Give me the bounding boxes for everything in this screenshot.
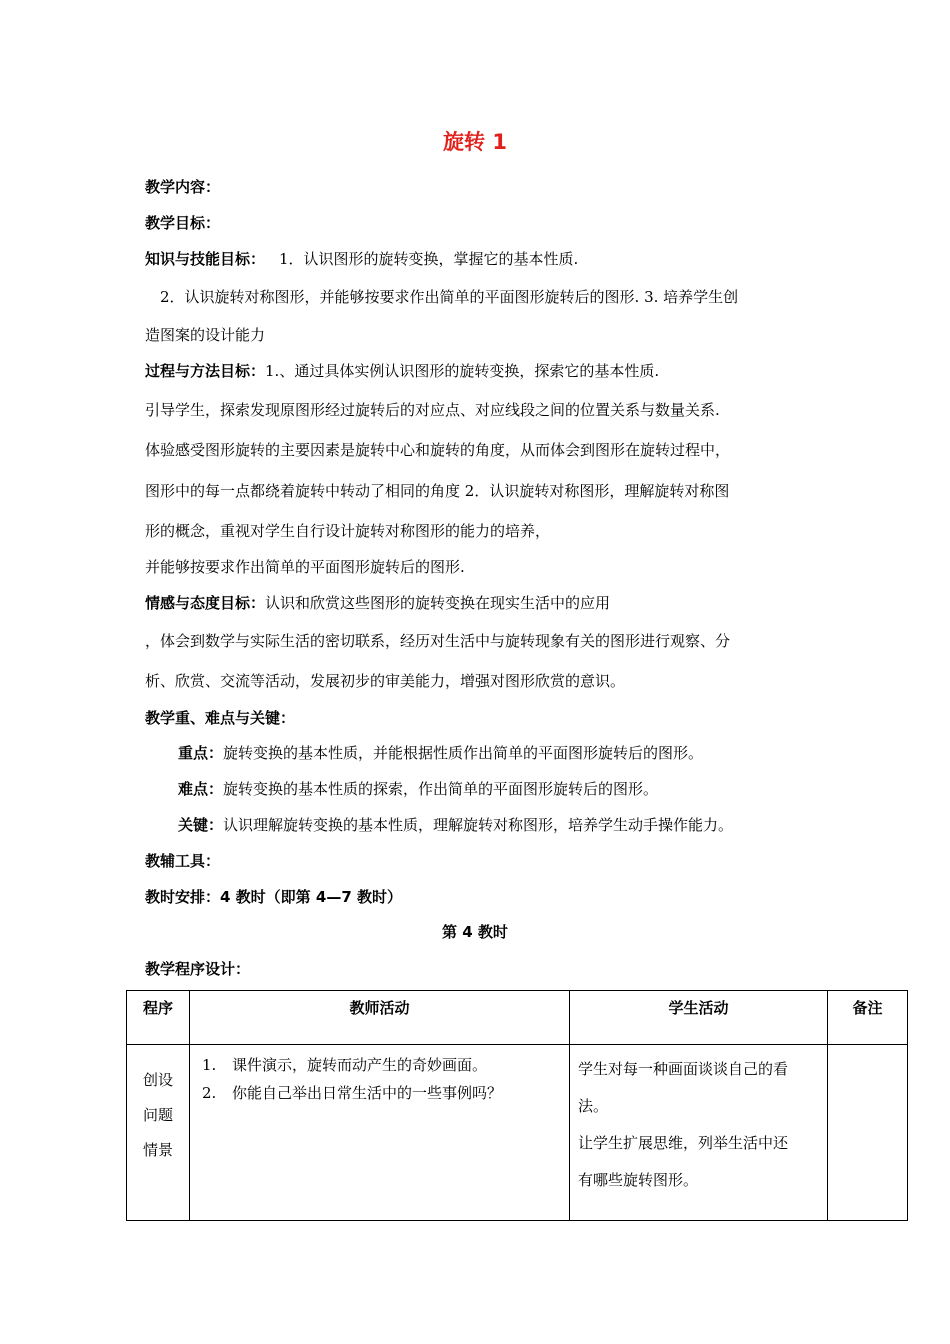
table-header-row (127, 991, 908, 1045)
stage-line: 情景 (142, 1141, 173, 1159)
focus-text: 旋转变换的基本性质，并能根据性质作出简单的平面图形旋转后的图形。 (223, 744, 704, 762)
header-notes: 备注 (828, 991, 908, 1045)
process-line2: 引导学生，探索发现原图形经过旋转后的对应点、对应线段之间的位置关系与数量关系. (145, 401, 720, 419)
attitude-line2: ，体会到数学与实际生活的密切联系，经历对生活中与旋转现象有关的图形进行观察、分 (145, 632, 731, 650)
student-activity-cell (570, 1045, 828, 1221)
keypoint-label: 关键： (178, 816, 224, 834)
teacher-activity-cell (190, 1045, 570, 1221)
process-line1: 1.、通过具体实例认识图形的旋转变换，探索它的基本性质. (265, 362, 660, 380)
process-line4: 图形中的每一点都绕着旋转中转动了相同的角度 2．认识旋转对称图形，理解旋转对称图 (145, 482, 730, 500)
content-label: 教学内容： (145, 178, 221, 196)
knowledge-label: 知识与技能目标： (145, 250, 266, 268)
knowledge-line1: 1．认识图形的旋转变换，掌握它的基本性质. (279, 250, 579, 268)
difficulty-point (178, 779, 658, 799)
header-student-activity: 学生活动 (570, 991, 828, 1045)
program-table (126, 990, 908, 1221)
teacher-item (202, 1051, 561, 1079)
document-title: 旋转 1 (443, 130, 507, 154)
header-program: 程序 (127, 991, 190, 1045)
design-label: 教学程序设计： (145, 960, 251, 978)
schedule: 教时安排：4 教时（即第 4—7 教时） (145, 888, 402, 906)
stage-cell (127, 1045, 190, 1221)
process-line3: 体验感受图形旋转的主要因素是旋转中心和旋转的角度，从而体会到图形在旋转过程中， (145, 441, 731, 459)
focus-label: 重点： (178, 744, 224, 762)
process-goal (145, 361, 659, 381)
teacher-item-number: 2. (202, 1084, 217, 1102)
focus-point (178, 743, 703, 763)
notes-cell (828, 1045, 908, 1221)
key-point (178, 815, 733, 835)
tools-label: 教辅工具： (145, 852, 221, 870)
knowledge-goal (145, 249, 578, 269)
attitude-line1: 认识和欣赏这些图形的旋转变换在现实生活中的应用 (265, 594, 611, 612)
student-line: 有哪些旋转图形。 (578, 1171, 699, 1189)
teacher-item-number: 1. (202, 1056, 217, 1074)
difficulty-text: 旋转变换的基本性质的探索，作出简单的平面图形旋转后的图形。 (223, 780, 659, 798)
student-line: 学生对每一种画面谈谈自己的看 (578, 1060, 789, 1078)
student-line: 让学生扩展思维，列举生活中还 (578, 1134, 789, 1152)
header-teacher-activity: 教师活动 (190, 991, 570, 1045)
student-line: 法。 (578, 1097, 609, 1115)
keypoint-text: 认识理解旋转变换的基本性质，理解旋转对称图形，培养学生动手操作能力。 (223, 816, 734, 834)
knowledge-line3: 造图案的设计能力 (145, 326, 266, 344)
attitude-label: 情感与态度目标： (145, 594, 266, 612)
attitude-goal (145, 593, 610, 613)
attitude-line3: 析、欣赏、交流等活动，发展初步的审美能力，增强对图形欣赏的意识。 (145, 672, 626, 690)
lesson-heading: 第 4 教时 (442, 923, 508, 941)
table-row (127, 1045, 908, 1221)
key-points-label: 教学重、难点与关键： (145, 709, 296, 727)
teacher-item-text: 课件演示，旋转而动产生的奇妙画面。 (232, 1056, 488, 1074)
process-label: 过程与方法目标： (145, 362, 266, 380)
process-line6: 并能够按要求作出简单的平面图形旋转后的图形. (145, 558, 465, 576)
teacher-item-text: 你能自己举出日常生活中的一些事例吗？ (232, 1084, 503, 1102)
difficulty-label: 难点： (178, 780, 224, 798)
teacher-item (202, 1079, 561, 1107)
stage-line: 问题 (142, 1106, 173, 1124)
process-line5: 形的概念，重视对学生自行设计旋转对称图形的能力的培养， (145, 522, 551, 540)
stage-line: 创设 (142, 1071, 173, 1089)
goals-label: 教学目标： (145, 214, 221, 232)
knowledge-line2: 2．认识旋转对称图形，并能够按要求作出简单的平面图形旋转后的图形. 3. 培养学生创 (160, 288, 739, 306)
